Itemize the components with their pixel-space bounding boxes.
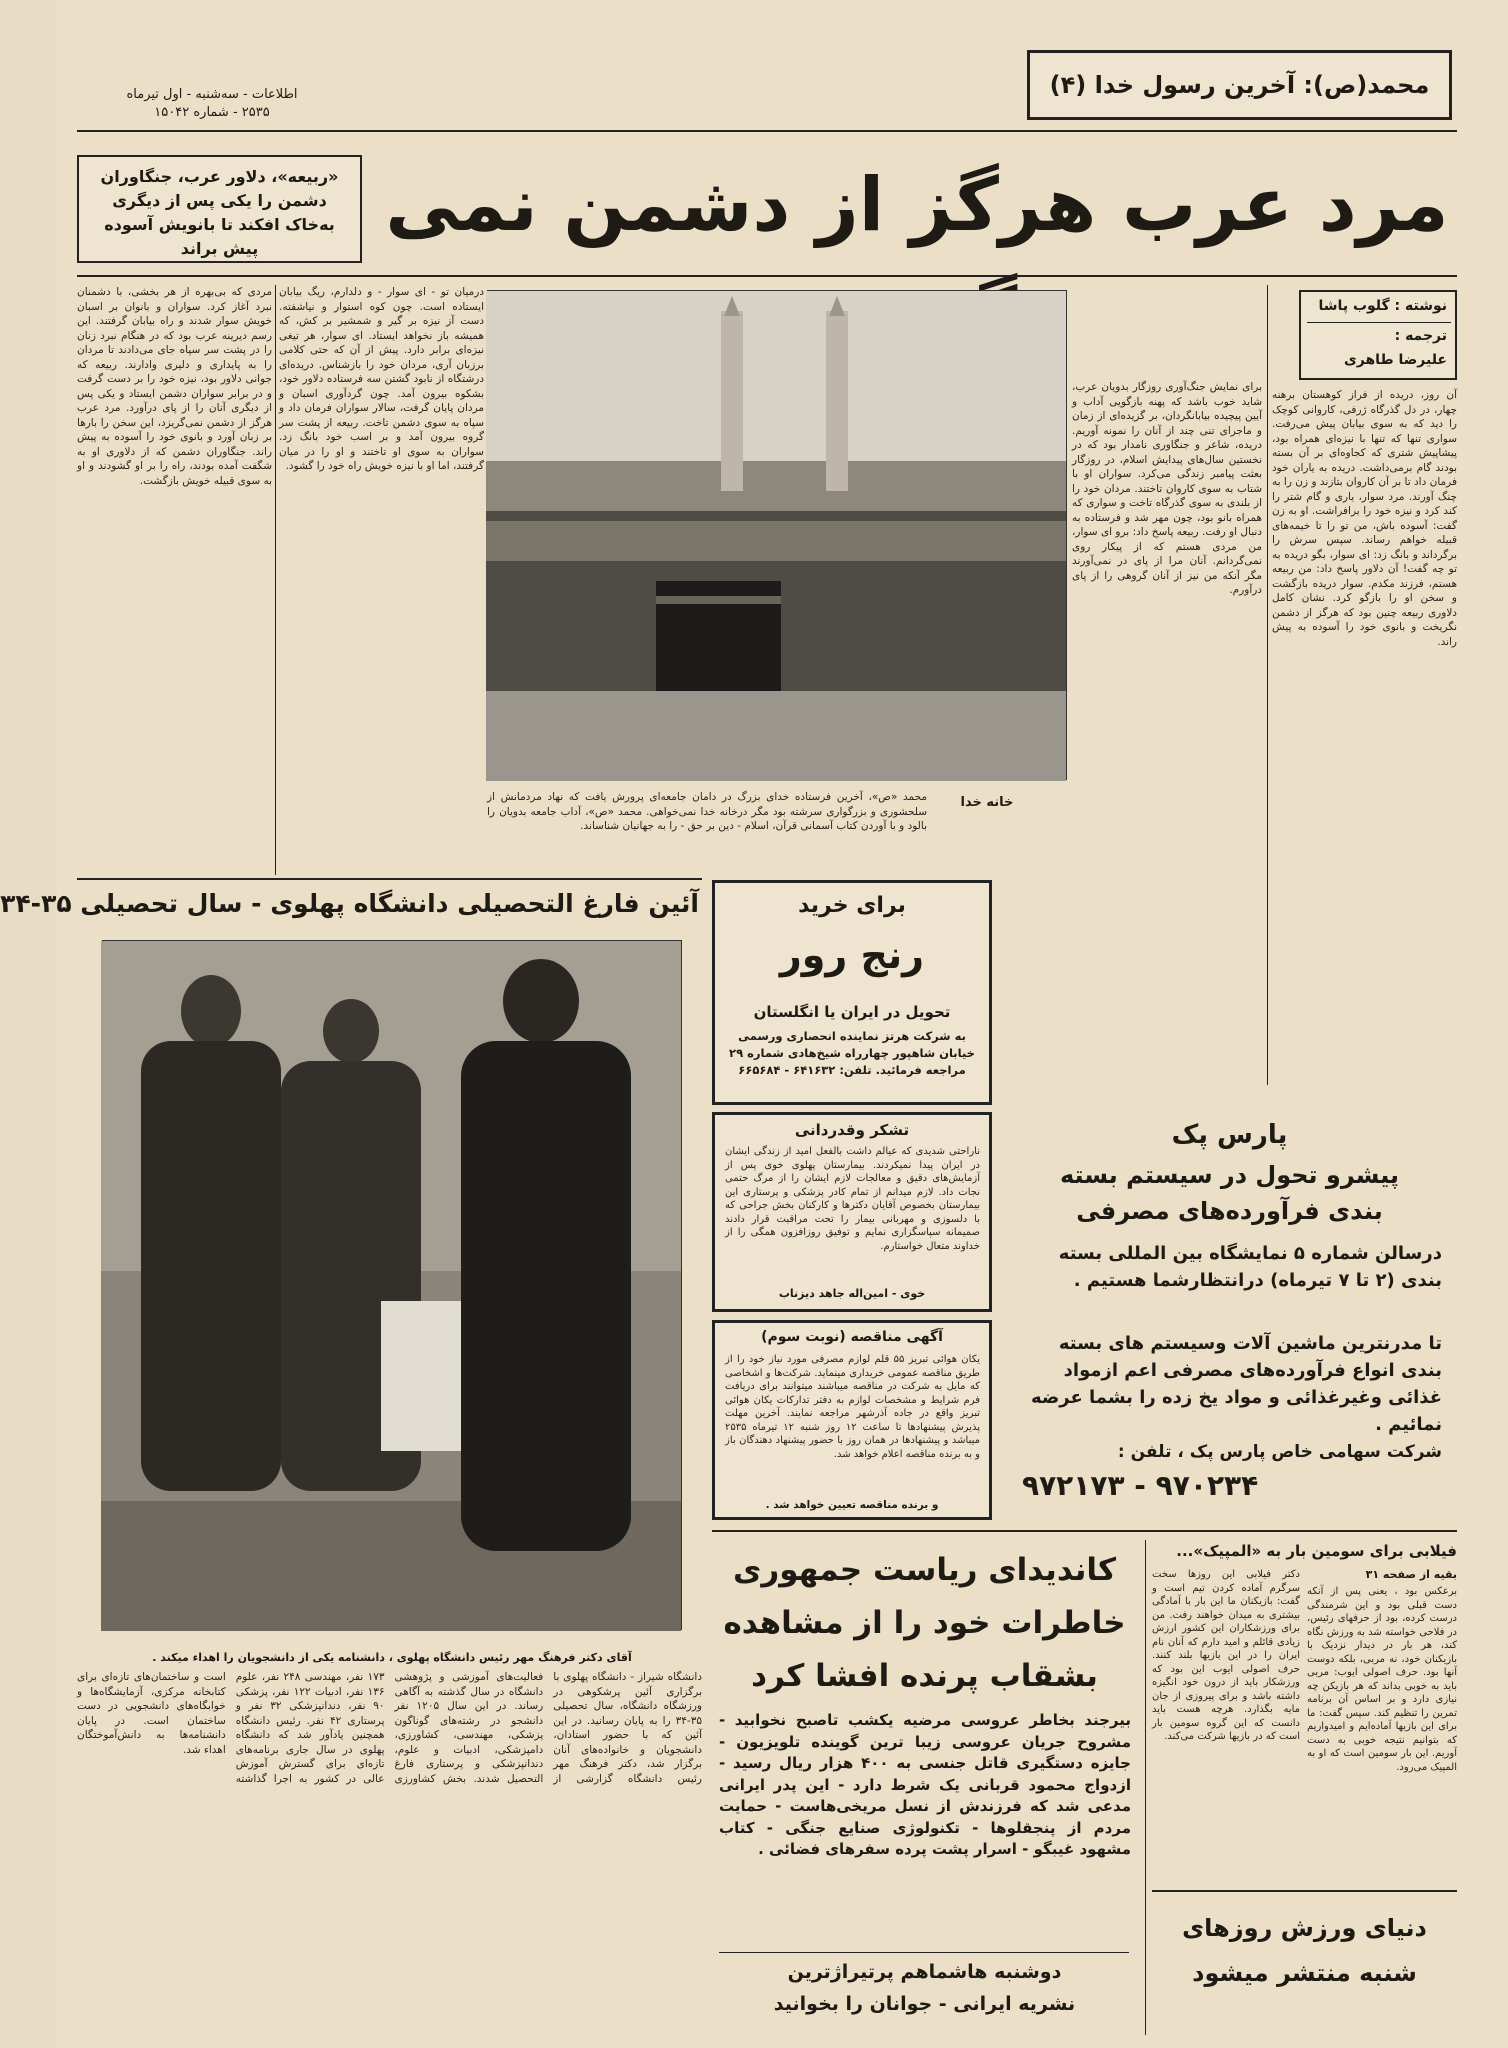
pars-pack-ad: [1002, 1120, 1457, 1520]
main-headline: مرد عرب هرگز از دشمن نمی: [385, 162, 1449, 248]
pars-pack-slogan2: بندی فرآورده‌های مصرفی: [1076, 1197, 1383, 1225]
kaaba-photo-title: خانه خدا: [960, 795, 1014, 810]
thanks-body: ناراحتی شدیدی که عیالم داشت بالفعل امید از زندگی ایشان در ایران پیدا نمیکردند. بیمارستان پهلوی خوی پس از آزمایش‌های دقیق و معالجات لازم ایشان را از مرگ حتمی نجات داد. لازم میدانم از تمام کادر پزشکی و پرستاری این بیمارستان بخصوص آقایان دکترها و کارکنان بخش جراحی که با دلسوزی و مهربانی بیمار را تحت مراقبت قرار دادند صمیمانه سپاسگزاری نمایم و توفیق روزافزون همگی را از خداوند متعال خواستارم.: [725, 1146, 980, 1252]
candidate-headline-3: بشقاب پرنده افشا کرد: [751, 1658, 1098, 1694]
candidate-headline-2: خاطرات خود را از مشاهده: [723, 1605, 1126, 1641]
thanks-ad: [712, 1112, 992, 1312]
candidate-rule: [719, 1952, 1129, 1953]
masthead-rule: [77, 130, 1457, 132]
article-col-3: برای نمایش جنگ‌آوری روزگار بدویان عرب، شاید خوب باشد که پهنه بازگویی آداب و آیین پیچیده بیابانگردان، بر گزیده‌ای از زمان و ماجرای تنی چند از آنان را نمونه آوریم. دریده، شاعر و جنگاوری نامدار بود که در نخستین سال‌های پیدایش اسلام، در روزگار بعثت پیامبر زندگی می‌کرد. سواران او با شتاب به سوی کاروان تاختند. مردان خود را از بلندی به سوی گذرگاه تاخت و سواری که همراه بانو بود، چون مهر شد و فرستاده به دنبال او رفت. ربیعه پاسخ داد: برو ای سوار، من مردی هستم که از پیکار روی نمی‌گردانم. آنان مرا از پای در نمی‌آورند مگر آنکه من نیز از آنان گروهی را از پای درآورم.: [1072, 381, 1262, 596]
tender-footer: و برنده مناقصه تعیین خواهد شد .: [765, 1499, 939, 1511]
graduation-headline: آئین فارغ التحصیلی دانشگاه پهلوی - سال تحصیلی ۳۵-۳۴: [0, 889, 699, 918]
olympics-headline: فیلابی برای سومین بار به «المپیک»...: [1176, 1542, 1457, 1560]
graduation-illustration: [101, 941, 681, 1631]
range-rover-title: برای خرید: [798, 893, 906, 918]
col-divider-3: [1267, 285, 1268, 1085]
tender-body: یکان هوائی تبریز ۵۵ قلم لوازم مصرفی مورد نیاز خود را از طریق مناقصه عمومی خریداری مینماید. شرکت‌ها و اشخاصی که مایل به شرکت در مناقصه میباشند میتوانند برای دریافت فرم شرایط و مشخصات لوازم به دفتر تدارکات یکان هوائی تبریز واقع در جاده آذرشهر مراجعه نمایند. آخرین مهلت پذیرش پیشنهادها تا ساعت ۱۲ روز شنبه ۱۲ تیرماه ۲۵۳۵ میباشد و پیشنهادها در همان روز با حضور پیشنهاد دهندگان باز و به برنده مناقصه اعلام خواهد شد.: [725, 1354, 980, 1460]
headline-rule: [77, 275, 1457, 277]
kaaba-illustration: [486, 291, 1066, 781]
thanks-signature: خوی - امین‌اله جاهد دیزناب: [778, 1287, 926, 1300]
thanks-title: تشکر وقدردانی: [794, 1121, 910, 1139]
issue-line-text: ۲۵۳۵ - شماره ۱۵۰۴۲: [154, 105, 270, 120]
article-col-4: آن روز، دریده از فراز کوهستان برهنه چهار، در دل گذرگاه ژرفی، کاروانی کوچک را دید که به سوی بیابان پیش می‌رفت. سواری تنها که تنها با نیزه‌ای همراه بود، پیشاپیش شتری که کجاوه‌ای بر آن بسته بودند گام برمی‌داشت. دریده به یاران خود فرمان داد تا بر آن کاروان بتازند و زن را به چنگ آورند. مرد سوار، یاری و گام شتر را کند کرد و نیزه خود را برافراشت. او به زن گفت: آسوده باش، من تو را تا خیمه‌های قبیله خواهم رساند. سپس سرش را برگرداند و بانگ زد: ای سوار، بگو دریده به تو چه گفت! آن دلاور پاسخ داد: من ربیعه هستم، فرزند مکدم. سوار دریده بازگشت و سخن او را بازگو کرد. نشان کامل دلاوری ربیعه چنین بود که هرگز از دشمن نگریخت و بانوی خود را آسوده به پیش راند.: [1272, 389, 1457, 648]
range-rover-product: رنج رور: [779, 933, 925, 977]
article-col-1: مردی که بی‌بهره از هر بخشی، با دشمنان نبرد آغاز کرد. سواران و بانوان بر اسبان خویش سوار شدند و راه بیابان گرفتند. این رسم دیرینه عرب بود که در هنگام نبرد زنان را در پشت سر سپاه جای می‌دادند تا مردان را به پایداری و دلیری وادارند. ربیعه که جوانی دلاور بود، نیزه خود را بر دست گرفت و در برابر سواران دشمن ایستاد و یکی پس از دیگری آنان را از پای درآورد. مرد عرب هرگز از دشمن نمی‌گریزد، این سخن را بارها بر زبان آورد و بانوی خود را آسوده به پیش راند. جنگاوران دشمن که از دلاوری او به شگفت آمده بودند، راه را بر او گشودند و او به سوی قبیله خویش بازگشت.: [77, 286, 272, 487]
author-box: [1299, 290, 1457, 380]
olympics-col-a: برعکس بود ، یعنی پس از آنکه دست قبلی بود و این شرمندگی درست کرده، بود از حرفهای رئیس، در فلاحی خواسته شد به ورزش نگاه کند، هر بار در دیدار نزدیک با بازیکنان خود، نه مربی، بلکه دوست آنها بود. حرف اصولی ایوب: مربی باید به خوبی بداند که هر بازیکن چه نیازی دارد و بر اساس آن برنامه تمرین را تنظیم کند. سپس گفت: ما برای این بازیها آماده‌ایم و امیدواریم که بتوانیم نتیجه خوبی به دست آوریم. این بار سومین است که او به المپیک می‌رود.: [1307, 1586, 1457, 1773]
olympics-continued: بقیه از صفحه ۳۱: [1365, 1568, 1457, 1581]
author-line: نوشته : گلوب پاشا: [1318, 298, 1447, 314]
date-line: [77, 86, 347, 122]
candidate-headline-1: کاندیدای ریاست جمهوری: [732, 1552, 1117, 1588]
top-section-rule: [77, 878, 702, 880]
graduation-photo: [102, 940, 682, 1630]
translator-label: ترجمه :: [1394, 328, 1447, 344]
pars-pack-slogan1: پیشرو تحول در سیستم بسته: [1059, 1161, 1400, 1189]
series-title: محمد(ص): آخرین رسول خدا (۴): [1049, 71, 1430, 99]
kaaba-photo: [487, 290, 1067, 780]
range-rover-line1: تحویل در ایران یا انگلستان: [753, 1003, 951, 1021]
graduation-caption: آقای دکتر فرهنگ مهر رئیس دانشگاه پهلوی ، دانشنامه یکی از دانشجویان را اهداء میکند .: [152, 1651, 632, 1664]
range-rover-ad: [712, 880, 992, 1105]
article-col-2: درمیان تو - ای سوار - و دلدارم، ریگ بیابان ایستاده است. چون کوه استوار و نیاشفته. دست آز نیزه بر گیر و شمشیر بر کش، که همیشه باز نخواهد ایستاد. ای سوار، هر تیغی نیزه‌ای برابر دارد. پیش از آن که حتی کلامی برزبان آری، مردان خود را بازشناس. دریده‌ای درشتگاه از نابود گشتن سه فرستاده دلاور خود، بشکوه بیرون آمد. چون گردآوری اسبان و مردان پایان گرفت، سالار سواران فرمان داد و سپاه به سوی دشمن تاخت. ربیعه از پشت سر گروه بیرون آمد و بر اسب خود بانگ زد. سواران به سوی او تاختند و او را در میان گرفتند، اما او با نیزه خویش راه خود را گشود.: [279, 286, 484, 472]
pars-pack-text1: درسالن شماره ۵ نمایشگاه بین المللی بسته بندی (۲ تا ۷ تیرماه) درانتظارشما هستیم .: [1058, 1243, 1442, 1291]
olympics-footer-1: دنیای ورزش روزهای: [1182, 1914, 1427, 1942]
series-title-box: [1027, 50, 1452, 120]
tender-ad: [712, 1320, 992, 1520]
date-line-text: اطلاعات - سه‌شنبه - اول تیرماه: [126, 87, 298, 102]
candidate-lead: بیرجند بخاطر عروسی مرضیه یکشب تاصبح نخوابید - مشروح جریان عروسی زیبا ترین گوینده تلویزیون - جایزه دستگیری قاتل جنسی به ۴۰۰ هزار ریال رسید - ازدواج محمود قربانی یک شرط دارد - این پدر ایرانی مدعی شد که فرزندش از نسل مریخی‌هاست - حمایت مردم از پنجقلوها - تکنولوژی صنایع جنگی - کتاب مشهود غیبگو - اسرار پشت پرده سفرهای فضائی .: [719, 1711, 1131, 1858]
translator-name: علیرضا طاهری: [1343, 352, 1447, 368]
kaaba-photo-caption: محمد «ص»، آخرین فرستاده خدای بزرگ در دامان جامعه‌ای پرورش یافت که نهاد مردمانش از سلحشوری و بزرگواری سرشته بود مگر درخانه خدا نمی‌خواهی. محمد «ص»، آداب جامعه بدویان را بالود و با آوردن کتاب آسمانی قرآن، اسلام - دین بر حق - را به جهانیان شناساند.: [487, 791, 927, 832]
pars-pack-text2: تا مدرنترین ماشین آلات وسیستم های بسته بندی انواع فرآورده‌های مصرفی اعم ازمواد غذائی وغیرغذائی و مواد یخ زده را بشما عرضه نمائیم .: [1030, 1333, 1442, 1435]
olympics-rule: [1152, 1890, 1457, 1892]
pars-pack-company: شرکت سهامی خاص پارس پک ، تلفن :: [1117, 1442, 1442, 1462]
candidate-footer-2: نشریه ایرانی - جوانان را بخوانید: [773, 1993, 1076, 2015]
tender-title: آگهی مناقصه (نوبت سوم): [761, 1329, 943, 1345]
pars-pack-brand: پارس پک: [1171, 1120, 1288, 1150]
pars-pack-phones: ۹۷۰۲۳۴ - ۹۷۲۱۷۳: [1022, 1469, 1259, 1502]
range-rover-line2: به شرکت هرتز نماینده انحصاری ورسمی خیابان شاهپور چهارراه شیخ‌هادی شماره ۲۹ مراجعه فرمائید. تلفن: ۶۴۱۶۳۲ - ۶۶۵۶۸۴: [729, 1029, 975, 1077]
olympics-footer-2: شنبه منتشر میشود: [1192, 1959, 1417, 1987]
main-subhead: «ربیعه»، دلاور عرب، جنگاوران دشمن را یکی پس از دیگری به‌خاک افکند تا بانویش آسوده پیش براند: [77, 155, 362, 263]
candidate-footer-1: دوشنبه هاشماهم پرتیراژترین: [787, 1961, 1062, 1983]
sport-divider: [1145, 1540, 1146, 2035]
graduation-body: دانشگاه شیراز - دانشگاه پهلوی با برگزاری آئین پرشکوهی در ورزشگاه دانشگاه، سال تحصیلی ۳۵-۳۴ را به پایان رسانید. در این آئین که با حضور استادان، دانشجویان و خانواده‌های آنان برگزار شد، دکتر فرهنگ مهر رئیس دانشگاه گزارشی از فعالیت‌های آموزشی و پژوهشی دانشگاه در سال گذشته به آگاهی رساند. در این سال ۱۲۰۵ نفر دانشجو در رشته‌های گوناگون پزشکی، مهندسی، کشاورزی، دامپزشکی، ادبیات و علوم، دندانپزشکی و پرستاری فارغ التحصیل شدند. بخش کشاورزی ۱۷۳ نفر، مهندسی ۲۴۸ نفر، علوم ۱۳۶ نفر، ادبیات ۱۲۲ نفر، پزشکی ۹۰ نفر، دندانپزشکی ۳۲ نفر و پرستاری ۴۲ نفر. رئیس دانشگاه همچنین یادآور شد که دانشگاه پهلوی در سال جاری برنامه‌های تازه‌ای برای گسترش آموزش عالی در کشور به اجرا گذاشته است و ساختمان‌های تازه‌ای برای کتابخانه مرکزی، آزمایشگاه‌ها و خوابگاه‌های دانشجویی در دست ساختمان است. در پایان دانشنامه‌ها به دانش‌آموختگان اهداء شد.: [77, 1671, 702, 1785]
col-divider-1: [275, 285, 276, 875]
author-box-rule: [1307, 322, 1451, 323]
lower-section-rule: [712, 1530, 1457, 1532]
olympics-col-b: دکتر فیلابی این روزها سخت سرگرم آماده کردن تیم است و گفت: بازیکنان ما این بار با آمادگی بیشتری به میدان خواهند رفت. من برای ورزشکاران این کشور ارزش زیادی قائلم و امید دارم که آنان نام ایران را در این بازیها بلند کنند. حرف اصولی ایوب این بود که ورزشکار باید از درون خود انگیزه داشته باشد و برای پیروزی از جان مایه بگذارد. هرچه هست باید دانست که این گروه سومین بار است که در بازیها شرکت می‌کند.: [1152, 1569, 1300, 1742]
